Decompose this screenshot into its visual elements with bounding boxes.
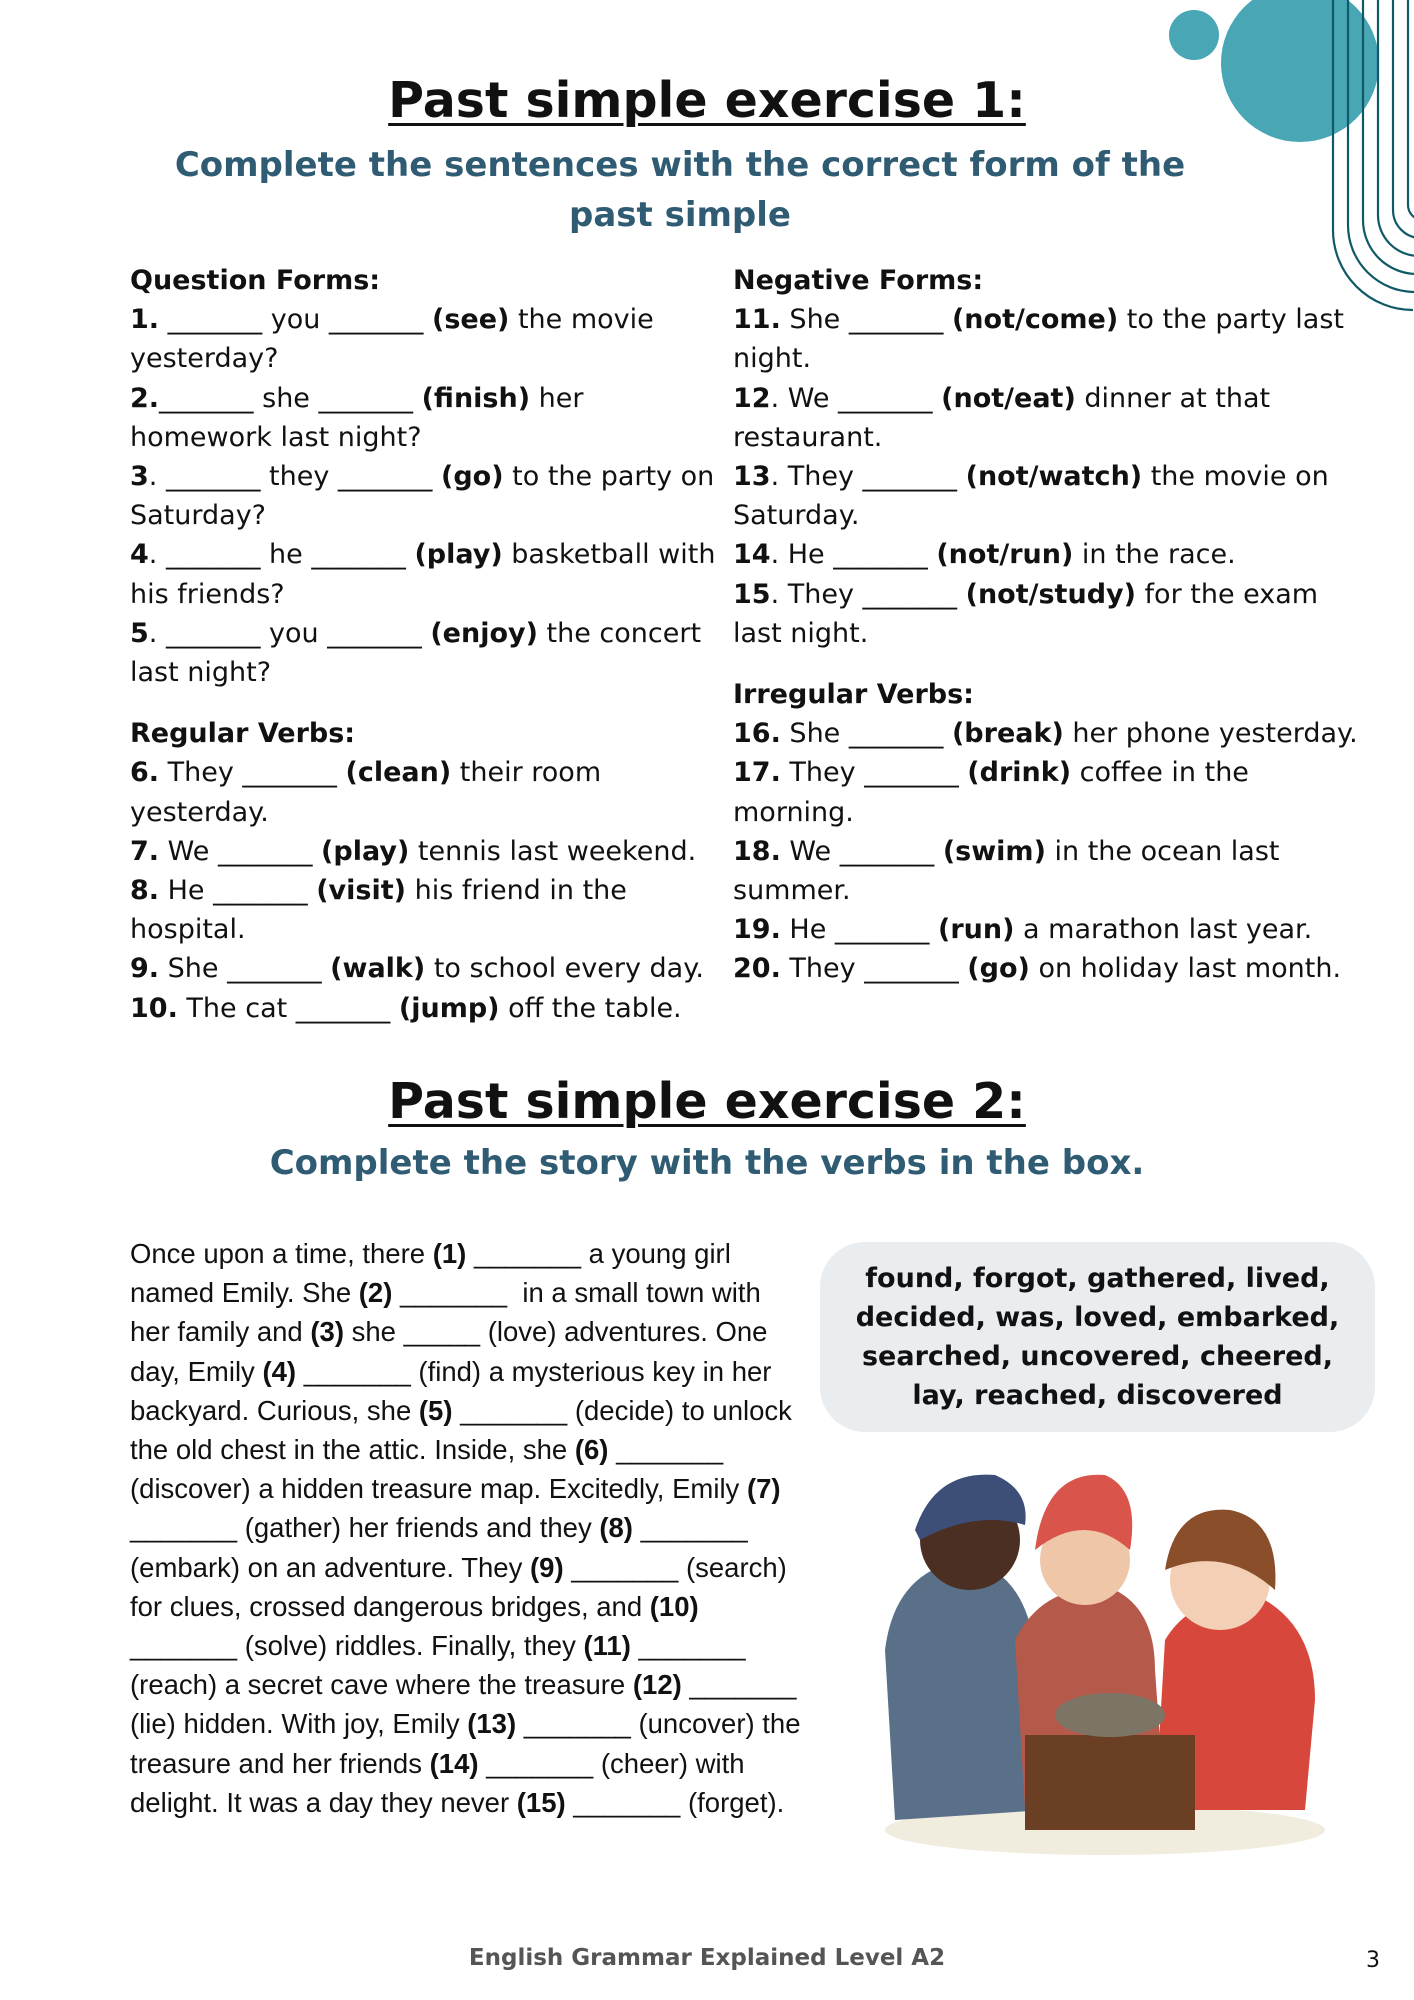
exercise-item bbox=[733, 753, 1373, 831]
item-number: 6. bbox=[130, 757, 160, 789]
item-verb: (play) bbox=[321, 835, 410, 867]
story-fragment: _______ (uncover) the treasure and her friends bbox=[130, 1708, 809, 1779]
item-text-before: . They _______ bbox=[770, 461, 966, 493]
item-number: 4 bbox=[130, 539, 149, 571]
blank-number: (3) bbox=[310, 1316, 344, 1348]
story-fragment: Once upon a time, there bbox=[130, 1238, 433, 1269]
item-number: 16. bbox=[733, 718, 781, 750]
section-gap bbox=[733, 653, 1373, 675]
item-verb: (finish) bbox=[421, 382, 531, 414]
story-fragment: _______ (reach) a secret cave where the treasure bbox=[130, 1630, 754, 1701]
story-fragment: _______ (decide) to unlock the old chest in the attic. Inside, she bbox=[130, 1394, 800, 1466]
exercise-item bbox=[130, 614, 720, 692]
word-box: found, forgot, gathered, lived, decided, was, loved, embarked, searched, uncovered, cheered, lay, reached, discovered bbox=[820, 1242, 1375, 1432]
item-number: 10. bbox=[130, 992, 178, 1024]
section-heading: Question Forms: bbox=[130, 265, 381, 296]
item-number: 11. bbox=[733, 304, 781, 336]
item-text-before: She _______ bbox=[159, 953, 331, 985]
blank-number: (15) bbox=[516, 1786, 566, 1818]
item-number: 3 bbox=[130, 461, 149, 493]
item-text-after: on holiday last month. bbox=[1029, 953, 1342, 985]
item-text-before: _______ she _______ bbox=[159, 382, 422, 414]
item-text-after: to the party last night. bbox=[733, 304, 1344, 375]
exercise-item bbox=[733, 379, 1373, 457]
item-verb: (drink) bbox=[967, 757, 1072, 789]
item-text-after: to the party on Saturday? bbox=[130, 461, 715, 532]
exercise-item bbox=[130, 753, 720, 831]
footer-text: English Grammar Explained Level A2 bbox=[468, 1945, 946, 1971]
item-text-after: the movie yesterday? bbox=[130, 304, 654, 375]
item-number: 18. bbox=[733, 835, 781, 867]
item-text-before: He _______ bbox=[159, 875, 317, 907]
item-verb: (walk) bbox=[330, 953, 426, 985]
item-verb: (not/come) bbox=[951, 304, 1119, 336]
story-text bbox=[130, 1234, 809, 1822]
item-text-after: in the ocean last summer. bbox=[733, 835, 1280, 907]
blank-number: (7) bbox=[746, 1473, 781, 1505]
item-text-before: They _______ bbox=[780, 953, 968, 985]
section-heading: Regular Verbs: bbox=[130, 718, 356, 750]
exercise-item bbox=[130, 989, 720, 1028]
story-fragment: _______ (find) a mysterious key in her backyard. Curious, she bbox=[130, 1355, 780, 1426]
blank-number: (4) bbox=[262, 1355, 297, 1387]
exercise-item bbox=[130, 535, 720, 613]
exercise-1-title: Past simple exercise 1: bbox=[388, 72, 1026, 129]
item-number: 12 bbox=[733, 382, 771, 414]
story-fragment: _______ in a small town with her family and bbox=[130, 1277, 769, 1348]
item-text-before: . He _______ bbox=[770, 539, 937, 571]
item-text-after: in the race. bbox=[1073, 539, 1236, 571]
story-fragment: _______ (forget). bbox=[565, 1786, 785, 1818]
item-number: 2. bbox=[130, 382, 160, 414]
exercise-item bbox=[733, 832, 1373, 910]
item-text-after: the concert last night? bbox=[130, 617, 702, 689]
blank-number: (13) bbox=[467, 1708, 517, 1740]
item-verb: (jump) bbox=[398, 992, 500, 1024]
item-verb: (clean) bbox=[345, 757, 452, 789]
item-number: 15 bbox=[733, 578, 771, 610]
exercise-item bbox=[733, 535, 1373, 574]
item-verb: (not/eat) bbox=[941, 382, 1076, 414]
blank-number: (14) bbox=[429, 1747, 479, 1779]
item-text-after: tennis last weekend. bbox=[409, 835, 697, 867]
item-text-before: We _______ bbox=[780, 835, 943, 867]
item-text-after: to school every day. bbox=[425, 953, 704, 985]
item-text-after: her homework last night? bbox=[130, 382, 584, 453]
item-verb: (not/watch) bbox=[965, 461, 1143, 493]
item-verb: (not/study) bbox=[965, 578, 1136, 610]
children-treasure-illustration bbox=[875, 1450, 1335, 1860]
item-text-before: . _______ you _______ bbox=[148, 617, 431, 649]
item-verb: (run) bbox=[938, 914, 1015, 946]
item-text-before: We _______ bbox=[159, 835, 322, 867]
item-text-before: They _______ bbox=[159, 757, 346, 789]
item-verb: (see) bbox=[432, 304, 510, 336]
page-number: 3 bbox=[1366, 1948, 1380, 1973]
item-number: 5 bbox=[130, 617, 149, 649]
blank-number: (8) bbox=[599, 1512, 633, 1544]
exercise-item bbox=[733, 457, 1373, 535]
item-text-after: off the table. bbox=[499, 992, 682, 1024]
item-text-before: . _______ he _______ bbox=[148, 539, 415, 571]
exercise-item bbox=[130, 379, 720, 457]
item-text-after: their room yesterday. bbox=[130, 757, 602, 828]
exercise-item bbox=[733, 714, 1373, 753]
section-heading: Negative Forms: bbox=[733, 265, 984, 296]
story-fragment: _______ (gather) her friends and they bbox=[130, 1473, 789, 1544]
story-fragment: _______ (cheer) with delight. It was a day they never bbox=[130, 1747, 753, 1818]
item-text-after: a marathon last year. bbox=[1014, 914, 1313, 946]
exercise-item bbox=[733, 949, 1373, 988]
exercise-item bbox=[733, 575, 1373, 653]
item-text-before: He _______ bbox=[780, 914, 939, 946]
item-number: 1. bbox=[130, 304, 160, 336]
item-text-after: his friend in the hospital. bbox=[130, 875, 627, 946]
item-verb: (play) bbox=[414, 539, 503, 571]
story-fragment: _______ (lie) hidden. With joy, Emily bbox=[130, 1669, 805, 1740]
item-text-before: She _______ bbox=[780, 718, 952, 750]
item-number: 8. bbox=[130, 875, 160, 907]
blank-number: (1) bbox=[432, 1238, 467, 1269]
exercise-2-title: Past simple exercise 2: bbox=[388, 1073, 1026, 1130]
exercise-item bbox=[130, 832, 720, 871]
item-number: 20. bbox=[733, 953, 781, 985]
section-heading: Irregular Verbs: bbox=[733, 679, 974, 711]
exercise-item bbox=[733, 910, 1373, 949]
item-number: 13 bbox=[733, 461, 771, 493]
blank-number: (11) bbox=[583, 1630, 631, 1662]
exercise-item bbox=[130, 457, 720, 535]
exercise-2-subtitle: Complete the story with the verbs in the box. bbox=[269, 1143, 1145, 1183]
exercise-1-left-column bbox=[130, 261, 720, 1028]
blank-number: (2) bbox=[358, 1277, 393, 1309]
story-fragment: _______ a young girl named Emily. She bbox=[130, 1238, 739, 1309]
story-fragment: she _____ (love) adventures. One day, Emily bbox=[130, 1316, 776, 1387]
exercise-item bbox=[130, 871, 720, 949]
item-text-before: She _______ bbox=[780, 304, 952, 336]
blank-number: (6) bbox=[574, 1434, 609, 1466]
item-number: 17. bbox=[733, 757, 781, 789]
item-verb: (go) bbox=[967, 953, 1030, 985]
story-fragment: _______ (embark) on an adventure. They bbox=[130, 1512, 756, 1583]
item-text-before: They _______ bbox=[780, 757, 968, 789]
exercise-item bbox=[130, 949, 720, 988]
blank-number: (10) bbox=[649, 1590, 699, 1622]
item-text-after: her phone yesterday. bbox=[1063, 718, 1358, 750]
item-text-after: basketball with his friends? bbox=[130, 539, 716, 610]
item-text-after: the movie on Saturday. bbox=[733, 461, 1329, 532]
item-verb: (visit) bbox=[316, 875, 406, 907]
item-verb: (enjoy) bbox=[430, 617, 538, 649]
item-text-after: dinner at that restaurant. bbox=[733, 382, 1271, 453]
exercise-item bbox=[733, 300, 1373, 378]
item-text-before: _______ you _______ bbox=[159, 304, 432, 336]
blank-number: (9) bbox=[530, 1551, 564, 1583]
exercise-item bbox=[130, 300, 720, 378]
item-text-after: for the exam last night. bbox=[733, 578, 1319, 649]
blank-number: (12) bbox=[632, 1669, 682, 1701]
story-fragment: _______ (solve) riddles. Finally, they bbox=[130, 1590, 707, 1662]
item-number: 7. bbox=[130, 835, 160, 867]
item-number: 9. bbox=[130, 953, 160, 985]
item-verb: (not/run) bbox=[936, 539, 1074, 571]
item-text-before: . _______ they _______ bbox=[148, 461, 441, 493]
item-text-after: coffee in the morning. bbox=[733, 757, 1249, 828]
item-verb: (break) bbox=[951, 718, 1064, 750]
blank-number: (5) bbox=[418, 1394, 453, 1426]
item-text-before: The cat _______ bbox=[177, 992, 399, 1024]
item-text-before: . They _______ bbox=[770, 578, 966, 610]
item-verb: (swim) bbox=[942, 835, 1046, 867]
item-text-before: . We _______ bbox=[770, 382, 942, 414]
item-verb: (go) bbox=[441, 461, 504, 493]
item-number: 14 bbox=[733, 539, 771, 571]
exercise-1-right-column bbox=[733, 261, 1373, 989]
story-fragment: _______ (discover) a hidden treasure map. Excitedly, Emily bbox=[130, 1434, 747, 1505]
item-number: 19. bbox=[733, 914, 781, 946]
story-fragment: _______ (search) for clues, crossed dangerous bridges, and bbox=[130, 1551, 795, 1622]
exercise-1-subtitle: Complete the sentences with the correct form of the past simple bbox=[174, 145, 1186, 235]
section-gap bbox=[130, 692, 720, 714]
